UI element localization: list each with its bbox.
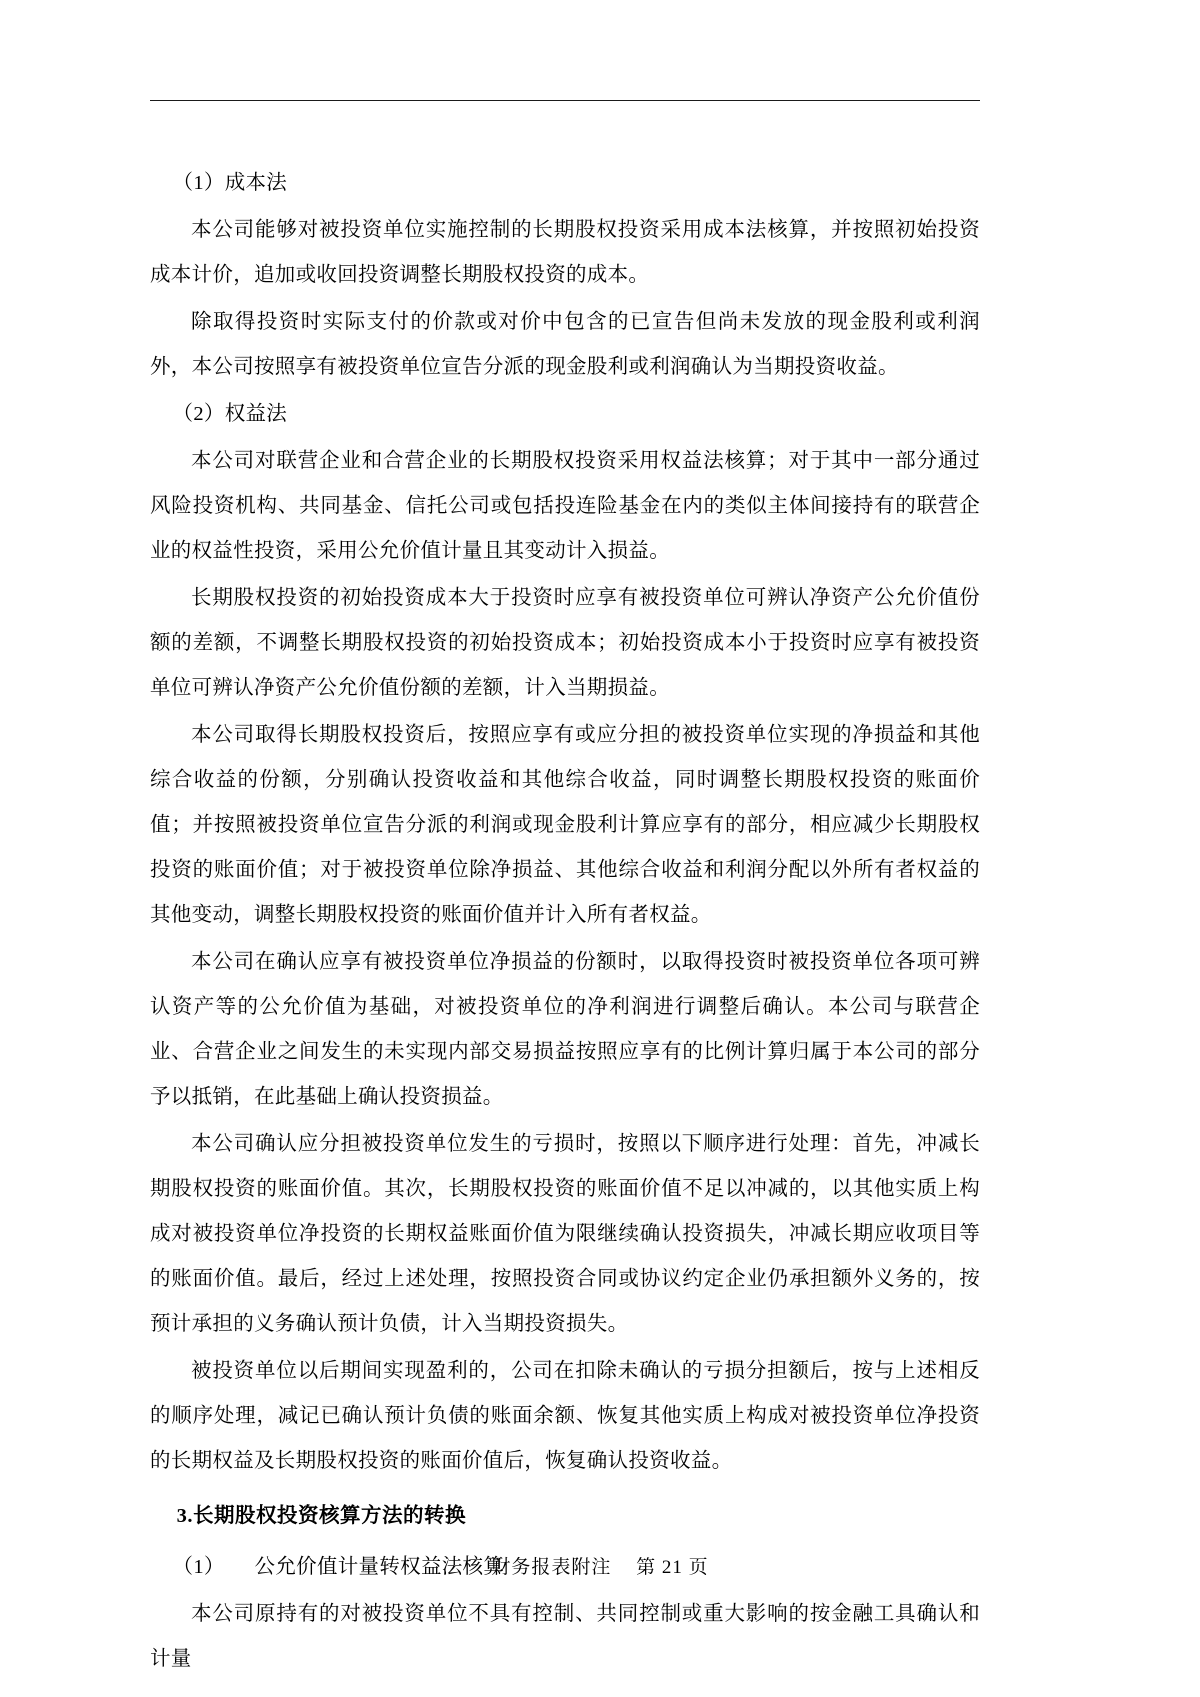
page-footer [0, 1552, 1200, 1579]
section-2-paragraph-6: 被投资单位以后期间实现盈利的，公司在扣除未确认的亏损分担额后，按与上述相反的顺序处理，减记已确认预计负债的账面余额、恢复其他实质上构成对被投资单位净投资的长期权益及长期股权投资的账面价值后，恢复确认投资收益。 [150, 1360, 980, 1472]
section-2-paragraph-2: 长期股权投资的初始投资成本大于投资时应享有被投资单位可辨认净资产公允价值份额的差额，不调整长期股权投资的初始投资成本；初始投资成本小于投资时应享有被投资单位可辨认净资产公允价值份额的差额，计入当期损益。 [150, 587, 980, 699]
closing-paragraph: 本公司原持有的对被投资单位不具有控制、共同控制或重大影响的按金融工具确认和计量 [150, 1603, 980, 1670]
heading-3-title: 长期股权投资核算方法的转换 [193, 1505, 467, 1527]
sub-heading-1-title: 公允价值计量转权益法核算 [254, 1556, 505, 1578]
section-1-paragraph-1: 本公司能够对被投资单位实施控制的长期股权投资采用成本法核算，并按照初始投资成本计价，追加或收回投资调整长期股权投资的成本。 [150, 219, 980, 286]
section-2-paragraph-1: 本公司对联营企业和合营企业的长期股权投资采用权益法核算；对于其中一部分通过风险投资机构、共同基金、信托公司或包括投连险基金在内的类似主体间接持有的联营企业的权益性投资，采用公允价值计量且其变动计入损益。 [150, 450, 980, 562]
footer-page-number: 21 [661, 1557, 683, 1578]
heading-3 [150, 1494, 980, 1539]
section-2-paragraph-5: 本公司确认应分担被投资单位发生的亏损时，按照以下顺序进行处理：首先，冲减长期股权投资的账面价值。其次，长期股权投资的账面价值不足以冲减的，以其他实质上构成对被投资单位净投资的长期权益账面价值为限继续确认投资损失，冲减长期应收项目等的账面价值。最后，经过上述处理，按照投资合同或协议约定企业仍承担额外义务的，按预计承担的义务确认预计负债，计入当期投资损失。 [150, 1133, 980, 1335]
section-2-paragraph-4: 本公司在确认应享有被投资单位净损益的份额时，以取得投资时被投资单位各项可辨认资产等的公允价值为基础，对被投资单位的净利润进行调整后确认。本公司与联营企业、合营企业之间发生的未实现内部交易损益按照应享有的比例计算归属于本公司的部分予以抵销，在此基础上确认投资损益。 [150, 951, 980, 1108]
section-1-paragraph-2: 除取得投资时实际支付的价款或对价中包含的已宣告但尚未发放的现金股利或利润外，本公司按照享有被投资单位宣告分派的现金股利或利润确认为当期投资收益。 [150, 311, 980, 378]
page-content [150, 100, 980, 1684]
section-2-paragraph-3: 本公司取得长期股权投资后，按照应享有或应分担的被投资单位实现的净损益和其他综合收益的份额，分别确认投资收益和其他综合收益，同时调整长期股权投资的账面价值；并按照被投资单位宣告分派的利润或现金股利计算应享有的部分，相应减少长期股权投资的账面价值；对于被投资单位除净损益、其他综合收益和利润分配以外所有者权益的其他变动，调整长期股权投资的账面价值并计入所有者权益。 [150, 724, 980, 926]
footer-page-prefix: 第 [636, 1557, 657, 1578]
footer-page-suffix: 页 [688, 1557, 709, 1578]
header-divider [150, 100, 980, 101]
footer-label: 财务报表附注 [491, 1557, 612, 1578]
section-1-title: （1）成本法 [172, 172, 288, 194]
sub-heading-1-label: （1） [172, 1556, 225, 1578]
heading-3-number: 3. [176, 1505, 194, 1527]
section-2-title: （2）权益法 [172, 403, 288, 425]
